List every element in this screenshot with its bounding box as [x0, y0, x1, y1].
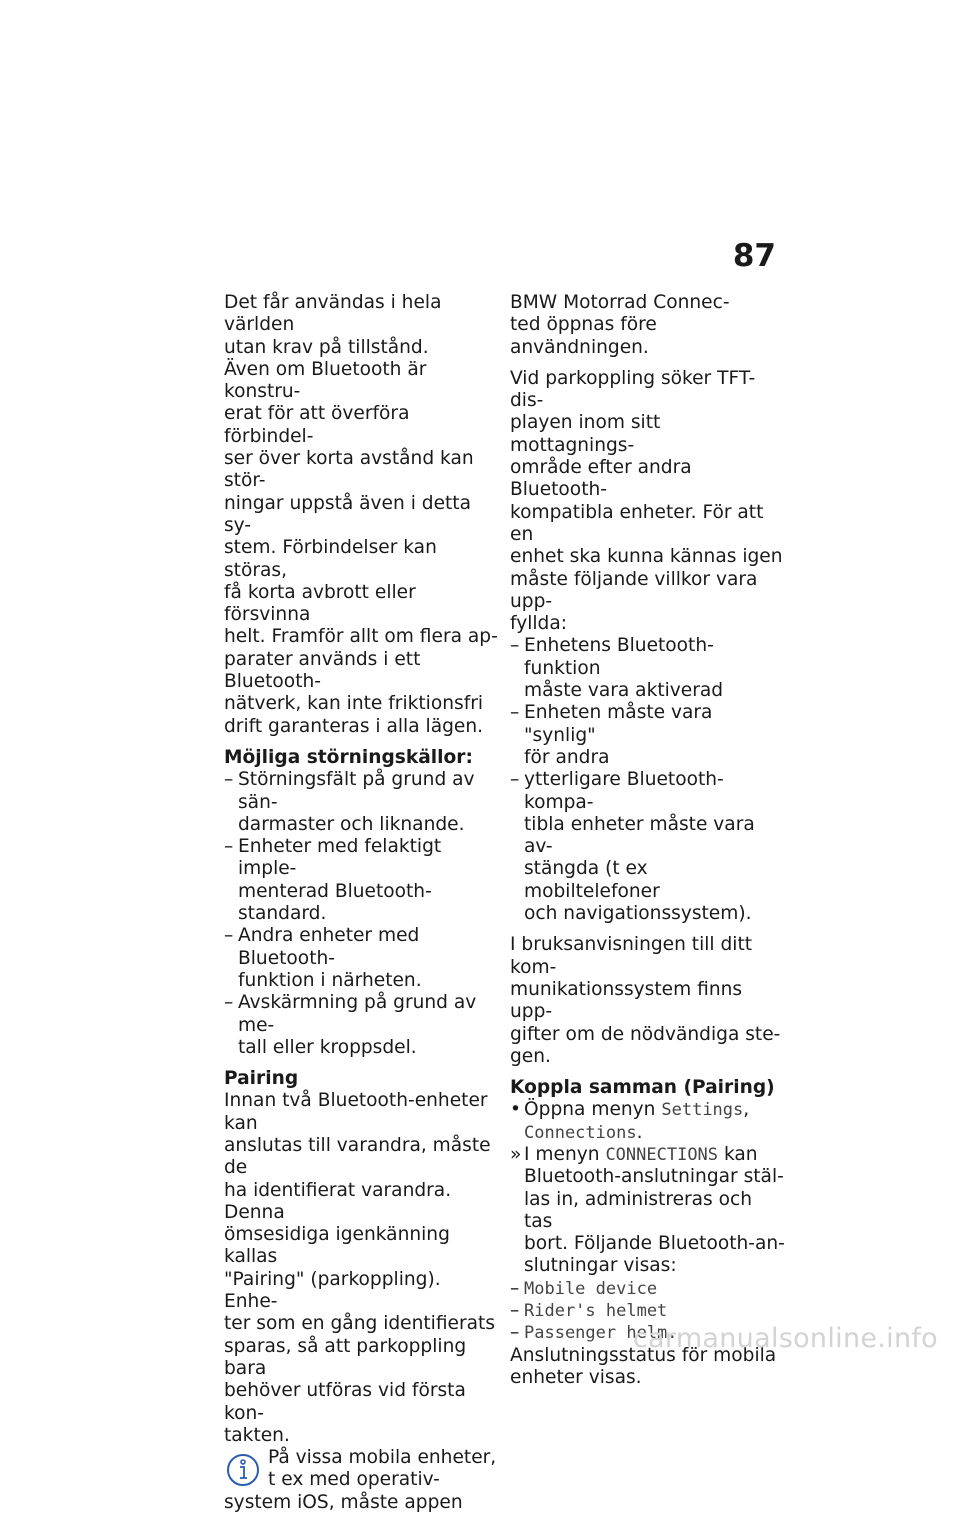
item-line: tibla enheter måste vara av- — [524, 813, 755, 858]
page-number: 87 — [732, 238, 776, 274]
info-line: På vissa mobila enheter, — [268, 1447, 497, 1469]
para-line: ningar uppstå även i detta sy- — [224, 492, 471, 536]
status-line: Anslutningsstatus för mobila — [510, 1344, 777, 1366]
status-line: enheter visas. — [510, 1366, 642, 1388]
interference-item — [224, 769, 499, 836]
search-line: fyllda: — [510, 613, 568, 635]
para-line: Även om Bluetooth är konstru- — [224, 358, 427, 403]
search-line: Vid parkoppling söker TFT-dis- — [510, 367, 756, 412]
item-line: och navigationssystem). — [524, 903, 752, 925]
step-line: Bluetooth-anslutningar stäl- — [524, 1166, 784, 1188]
step-line: las in, administreras och tas — [524, 1188, 753, 1232]
menu-connections: Connections — [524, 1122, 637, 1143]
interference-heading: Möjliga störningskällor: — [224, 746, 473, 768]
right-column — [510, 292, 785, 1389]
interference-item — [224, 836, 499, 925]
para-line: nätverk, kan inte friktionsfri — [224, 693, 484, 715]
pairing-line: sparas, så att parkoppling bara — [224, 1335, 467, 1379]
bullet-marker: • — [510, 1099, 521, 1121]
result-marker: » — [510, 1143, 522, 1165]
item-line: menterad Bluetooth-standard. — [238, 880, 432, 925]
info-icon — [226, 1453, 260, 1487]
pairing-heading: Pairing — [224, 1068, 299, 1090]
para-line: ser över korta avstånd kan stör- — [224, 448, 474, 492]
pairing-line: ömsesidiga igenkänning kallas — [224, 1224, 450, 1268]
condition-item — [510, 702, 785, 769]
search-line: enhet ska kunna kännas igen — [510, 546, 783, 568]
device-label: Mobile device — [524, 1278, 658, 1299]
item-line: stängda (t ex mobiltelefoner — [524, 858, 660, 902]
info-note — [224, 1447, 499, 1492]
watermark: carmanualsonline.info — [632, 1323, 938, 1354]
condition-item — [510, 769, 785, 925]
item-line: – Enheter med felaktigt imple- — [238, 836, 442, 880]
pairing-line: ha identifierat varandra. Denna — [224, 1179, 452, 1223]
manual-line: gen. — [510, 1045, 551, 1067]
cont-line: BMW Motorrad Connec- — [510, 292, 730, 313]
step-line — [524, 1144, 785, 1166]
item-line: för andra — [524, 746, 610, 768]
pairing-line: Innan två Bluetooth-enheter kan — [224, 1090, 488, 1134]
para-line: stem. Förbindelser kan störas, — [224, 537, 437, 581]
step-open-menu — [510, 1099, 785, 1144]
manual-line: I bruksanvisningen till ditt kom- — [510, 934, 753, 978]
search-line: playen inom sitt mottagnings- — [510, 412, 661, 456]
cont-line: ted öppnas före användningen. — [510, 314, 657, 358]
interference-item — [224, 992, 499, 1059]
step-text: , — [743, 1099, 750, 1121]
para-line: erat för att överföra förbindel- — [224, 403, 410, 447]
step-text: Öppna menyn — [524, 1099, 662, 1121]
pairing-line: behöver utföras vid första kon- — [224, 1380, 466, 1424]
item-line: – Enhetens Bluetooth-funktion — [524, 635, 714, 679]
pairing-line: anslutas till varandra, måste de — [224, 1134, 491, 1179]
pairing-line: takten. — [224, 1424, 290, 1446]
manual-line: gifter om de nödvändiga ste- — [510, 1023, 781, 1045]
footer — [0, 1318, 960, 1362]
item-line: – Avskärmning på grund av me- — [238, 992, 477, 1036]
step-line: bort. Följande Bluetooth-an- — [524, 1233, 785, 1255]
para-line: parater används i ett Bluetooth- — [224, 648, 421, 693]
item-line: – Enheten måste vara "synlig" — [524, 702, 713, 746]
item-line: – Störningsfält på grund av sän- — [238, 769, 475, 813]
item-line: – Andra enheter med Bluetooth- — [238, 925, 420, 969]
step-connections-menu — [510, 1144, 785, 1278]
step-line — [524, 1122, 785, 1144]
intro-line: utan krav på tillstånd. — [224, 336, 429, 358]
search-line: kompatibla enheter. För att en — [510, 501, 764, 545]
condition-item — [510, 635, 785, 702]
item-line: tall eller kroppsdel. — [238, 1036, 417, 1058]
search-line: område efter andra Bluetooth- — [510, 457, 692, 501]
info-line: t ex med operativ- — [268, 1469, 440, 1491]
step-text: I menyn — [524, 1143, 606, 1165]
intro-line: Det får användas i hela världen — [224, 292, 442, 336]
manual-line: munikationssystem finns upp- — [510, 978, 743, 1023]
item-line: darmaster och liknande. — [238, 813, 465, 835]
pairing-line: "Pairing" (parkoppling). Enhe- — [224, 1268, 441, 1313]
interference-item — [224, 925, 499, 992]
step-text: kan — [718, 1143, 758, 1165]
menu-settings: Settings — [661, 1100, 744, 1121]
para-line: drift garanteras i alla lägen. — [224, 715, 484, 737]
info-tail: system iOS, måste appen — [224, 1491, 463, 1513]
step-line: slutningar visas: — [524, 1255, 677, 1277]
pairing-line: ter som en gång identifierats — [224, 1313, 496, 1335]
device-label: Rider's helmet — [524, 1301, 668, 1322]
item-line: funktion i närheten. — [238, 969, 422, 991]
step-text: . — [636, 1121, 643, 1143]
search-line: måste följande villkor vara upp- — [510, 568, 758, 612]
menu-connections-upper: CONNECTIONS — [605, 1144, 719, 1165]
device-label: Passenger helm. — [524, 1323, 678, 1344]
item-line: – ytterligare Bluetooth-kompa- — [524, 769, 724, 813]
couple-heading: Koppla samman (Pairing) — [510, 1077, 775, 1099]
step-line — [524, 1099, 785, 1121]
item-line: måste vara aktiverad — [524, 680, 724, 702]
para-line: helt. Framför allt om flera ap- — [224, 626, 498, 648]
para-line: få korta avbrott eller försvinna — [224, 581, 416, 626]
device-item — [510, 1278, 785, 1300]
